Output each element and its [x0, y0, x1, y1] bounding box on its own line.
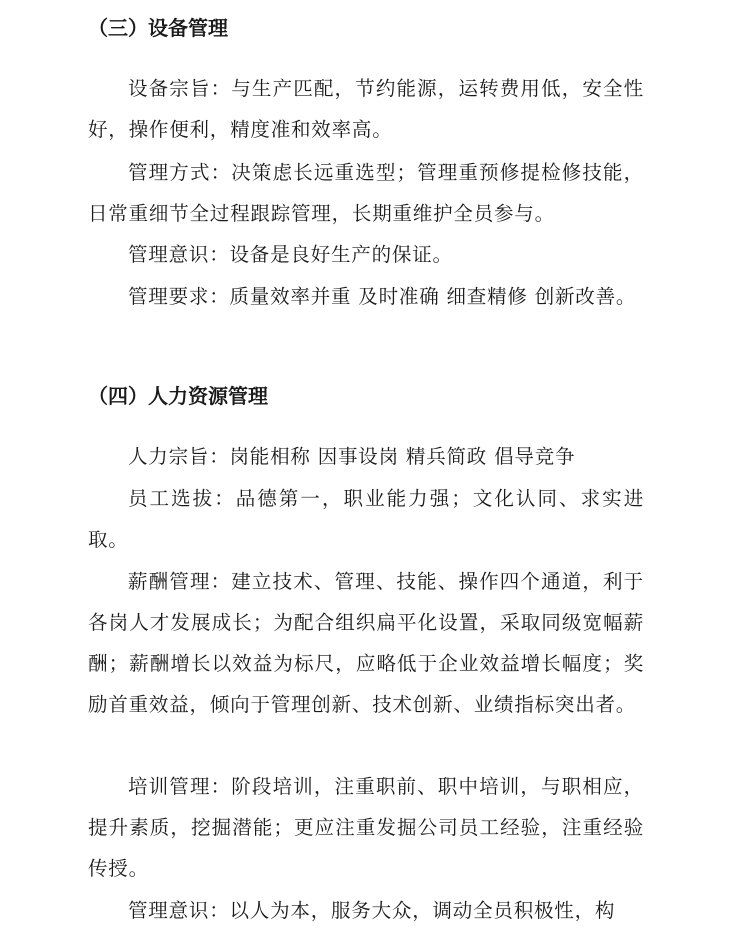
paragraph-management-awareness: 管理意识：设备是良好生产的保证。 — [128, 243, 453, 266]
paragraph-management-requirements: 管理要求：质量效率并重 及时准确 细查精修 创新改善。 — [128, 285, 637, 308]
section-title-hr-management: （四）人力资源管理 — [88, 384, 268, 408]
paragraph-equipment-purpose: 设备宗旨：与生产匹配，节约能源，运转费用低，安全性好，操作便利，精度准和效率高。 — [88, 77, 644, 141]
paragraph-hr-purpose: 人力宗旨：岗能相称 因事设岗 精兵简政 倡导竞争 — [128, 445, 576, 468]
paragraph-management-method: 管理方式：决策虑长远重选型；管理重预修提检修技能，日常重细节全过程跟踪管理，长期重维护全员参与。 — [88, 161, 644, 225]
paragraph-training-management: 培训管理：阶段培训，注重职前、职中培训，与职相应，提升素质，挖掘潜能；更应注重发掘公司员工经验，注重经验传授。 — [88, 775, 644, 880]
paragraph-salary-management: 薪酬管理：建立技术、管理、技能、操作四个通道，利于各岗人才发展成长；为配合组织扁平化设置，采取同级宽幅薪酬；薪酬增长以效益为标尺，应略低于企业效益增长幅度；奖励首重效益，倾向于管理创新、技术创新、业绩指标突出者。 — [88, 570, 644, 716]
paragraph-hr-awareness: 管理意识：以人为本，服务大众，调动全员积极性，构 — [128, 899, 616, 922]
section-title-equipment-management: （三）设备管理 — [88, 16, 228, 40]
paragraph-staff-selection: 员工选拔：品德第一，职业能力强；文化认同、求实进取。 — [88, 487, 644, 551]
